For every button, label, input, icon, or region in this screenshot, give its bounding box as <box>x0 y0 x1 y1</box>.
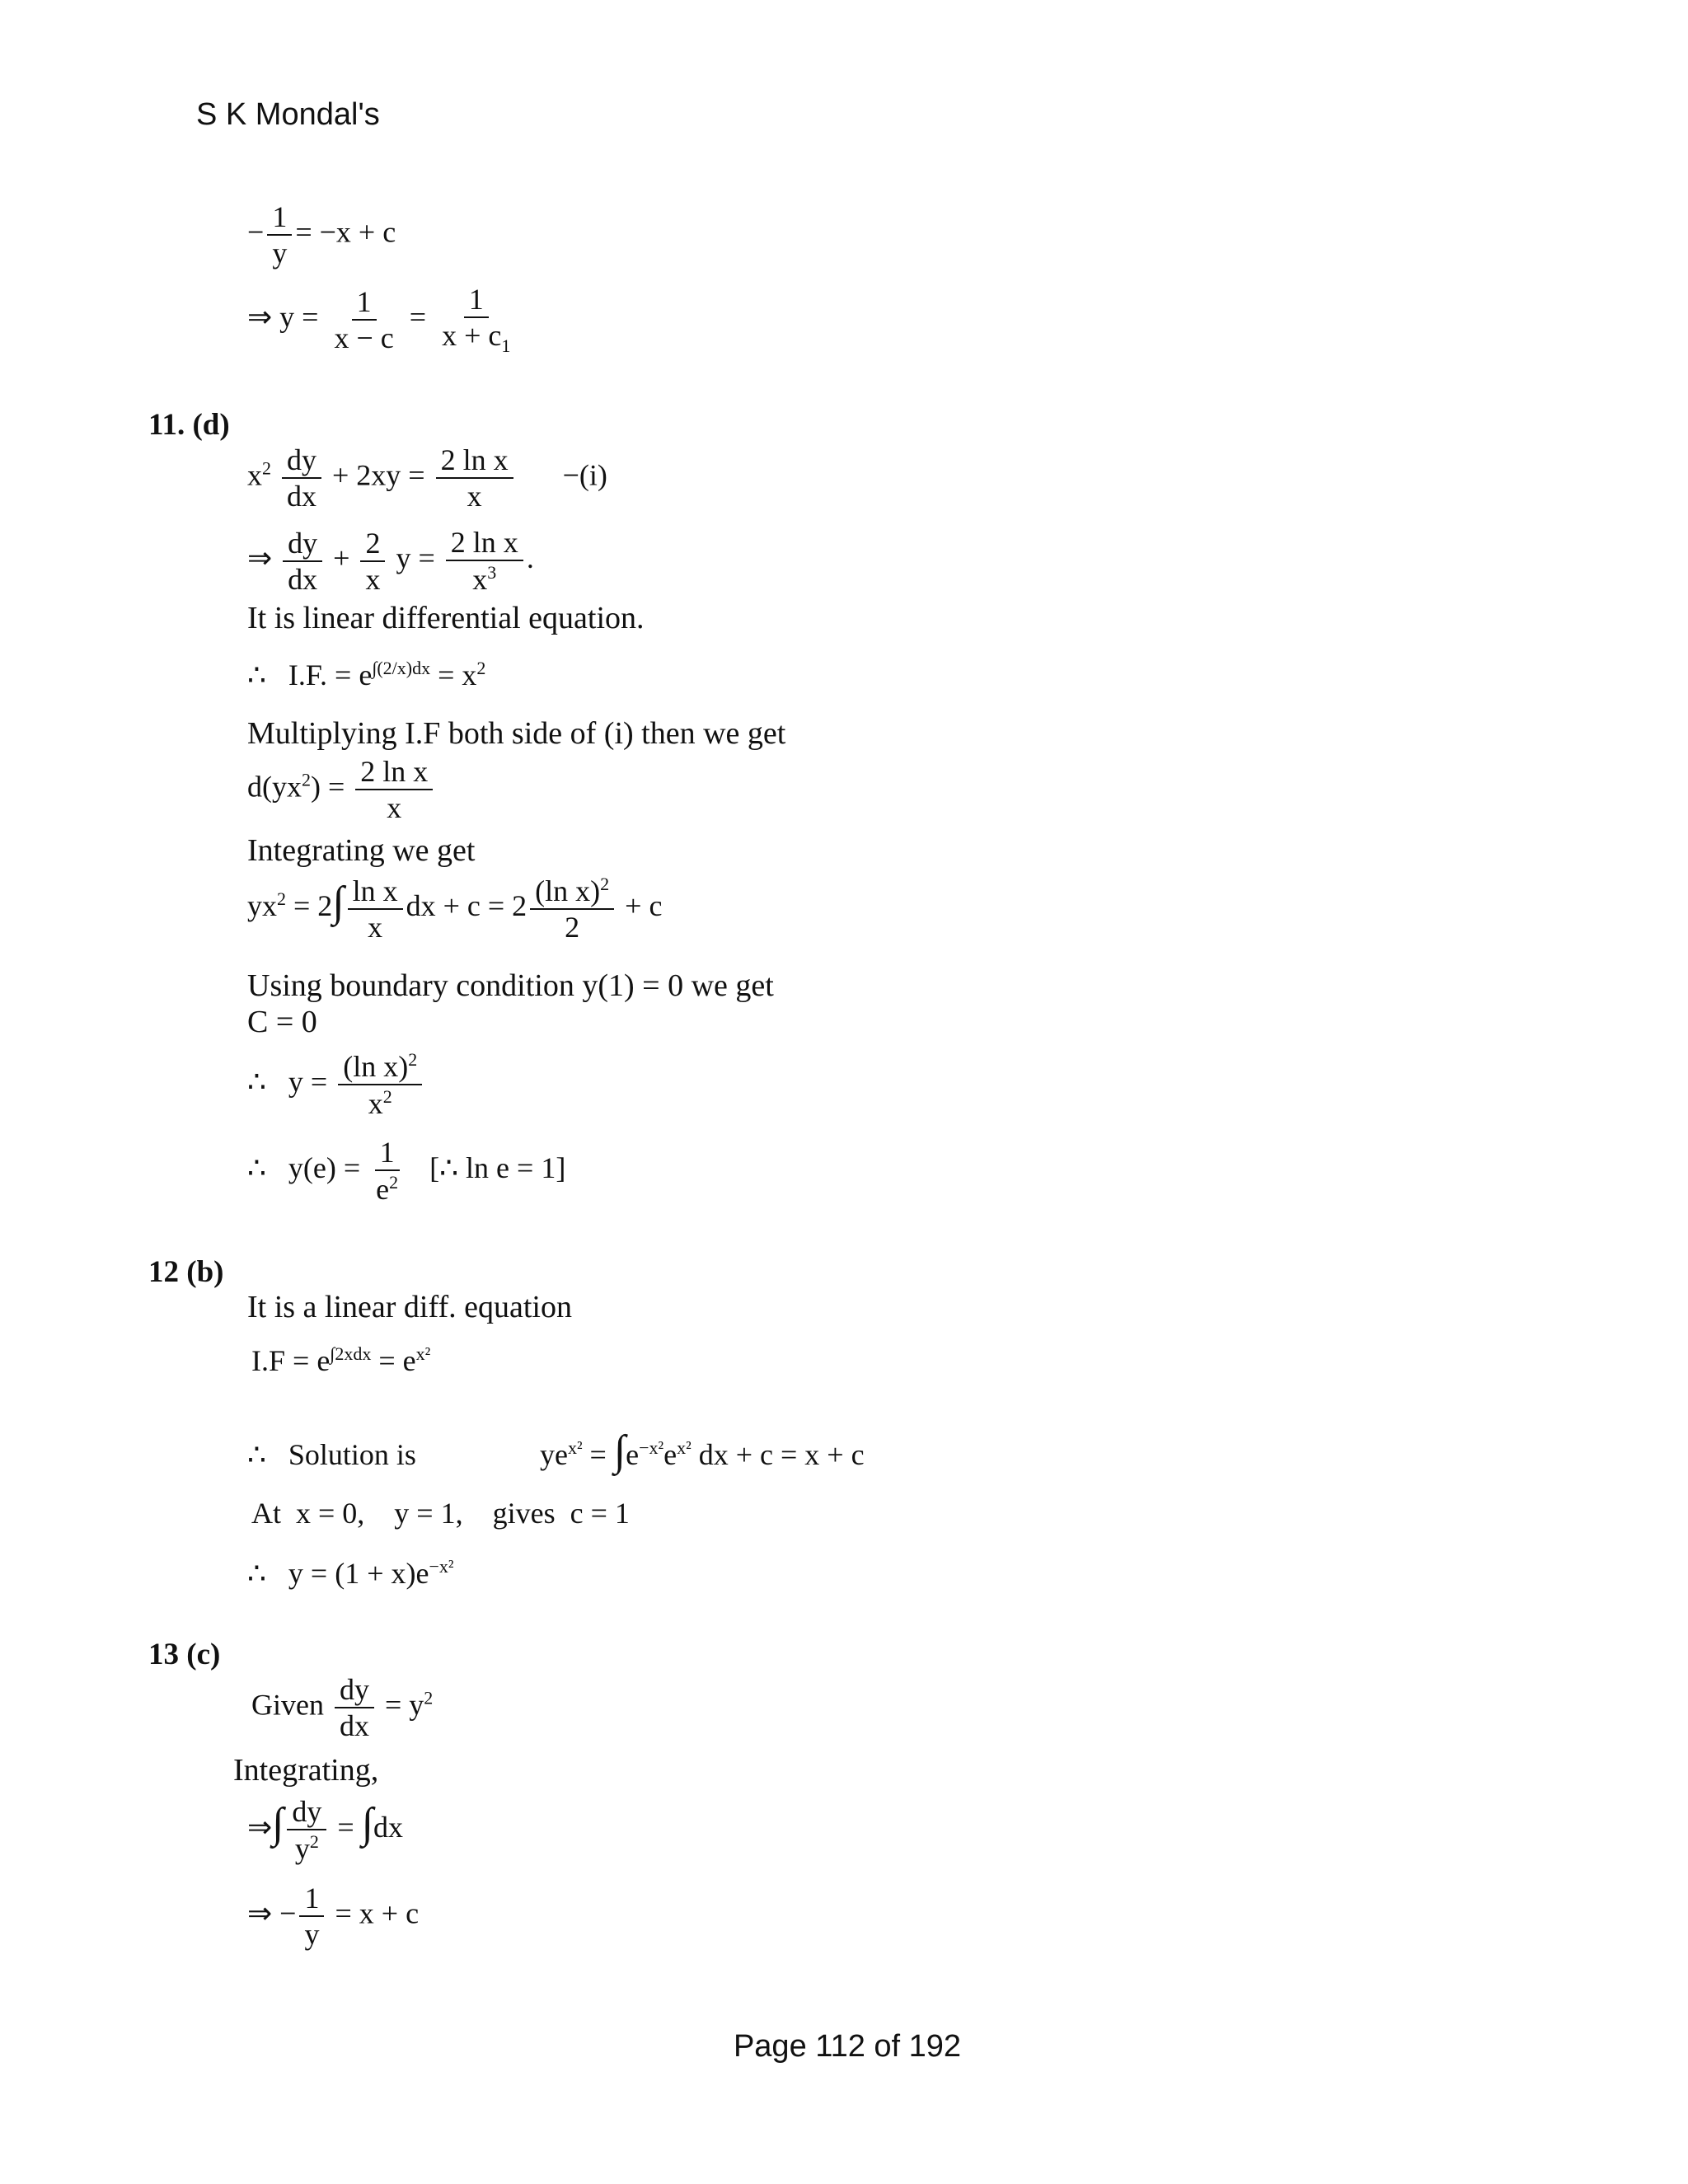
paragraph: Integrating, <box>233 1753 379 1788</box>
paragraph: Multiplying I.F both side of (i) then we get <box>247 716 786 751</box>
question-label-13: 13 (c) <box>148 1638 221 1671</box>
paragraph: Using boundary condition y(1) = 0 we get <box>247 968 774 1003</box>
paragraph: Integrating we get <box>247 833 476 868</box>
equation: ∴ $y = (1 + x)e^{-x^2}$ <box>247 1556 454 1590</box>
equation: − $\frac{1}{y}$ = −x + c <box>247 200 396 269</box>
paragraph: C = 0 <box>247 1005 317 1039</box>
solution-is-text: Solution is <box>288 1438 416 1471</box>
page-header: S K Mondal's <box>196 97 380 132</box>
equation: $d(yx^2)$ = $\frac{\text{2 ln x}}{x}$ <box>247 757 436 823</box>
given-text: Given <box>251 1688 324 1722</box>
equation: $yx^2 = 2\int$ $\frac{\text{ln x}}{x}$ dx + c = 2 $\frac{(\ln x)^2}{2}$ + c <box>247 874 663 944</box>
equation: ⇒ $\frac{dy}{dx}$ + $\frac{2}{x}$ y = $\frac{\text{2 ln x}}{x^3}$ . <box>247 526 534 596</box>
equation: ∴ I.F. = $e^{\int(2/x)dx} = x^2$ <box>247 658 486 691</box>
equation: ∴ y = $\frac{(\ln x)^2}{x^2}$ <box>247 1051 425 1118</box>
equation: $I.F = e^{\int 2xdx} = e^{x^2}$ <box>251 1343 431 1377</box>
equation: Given $\frac{dy}{dx}$ = $y^2$ <box>251 1673 434 1742</box>
equation: ∴ y(e) = $\frac{1}{e^2}$ [∴ ln e = 1] <box>247 1136 566 1206</box>
question-label-12: 12 (b) <box>148 1255 224 1289</box>
equation: ⇒ − $\frac{1}{y}$ = x + c <box>247 1882 420 1951</box>
equation: At x = 0, y = 1, gives c = 1 <box>251 1497 630 1530</box>
equation: ⇒ y = $\frac{1}{x - c}$ = $\frac{1}{x + c_1}$ <box>247 283 511 357</box>
page-footer: Page 112 of 192 <box>733 2029 962 2064</box>
paragraph: It is a linear diff. equation <box>247 1290 572 1324</box>
equation: $x^2$ $\frac{dy}{dx}$ + 2xy = $\frac{\text{2 ln x}}{x}$ −(i) <box>247 443 607 513</box>
equation: ∴ Solution is $ye^{x^2} = \int e^{-x^2}e^{x^2}$ dx + c = x + c <box>247 1427 865 1474</box>
question-label-11: 11. (d) <box>148 408 230 442</box>
equation: ⇒∫ $\frac{dy}{y^2}$ = ∫dx <box>247 1795 403 1865</box>
paragraph: It is linear differential equation. <box>247 601 645 635</box>
